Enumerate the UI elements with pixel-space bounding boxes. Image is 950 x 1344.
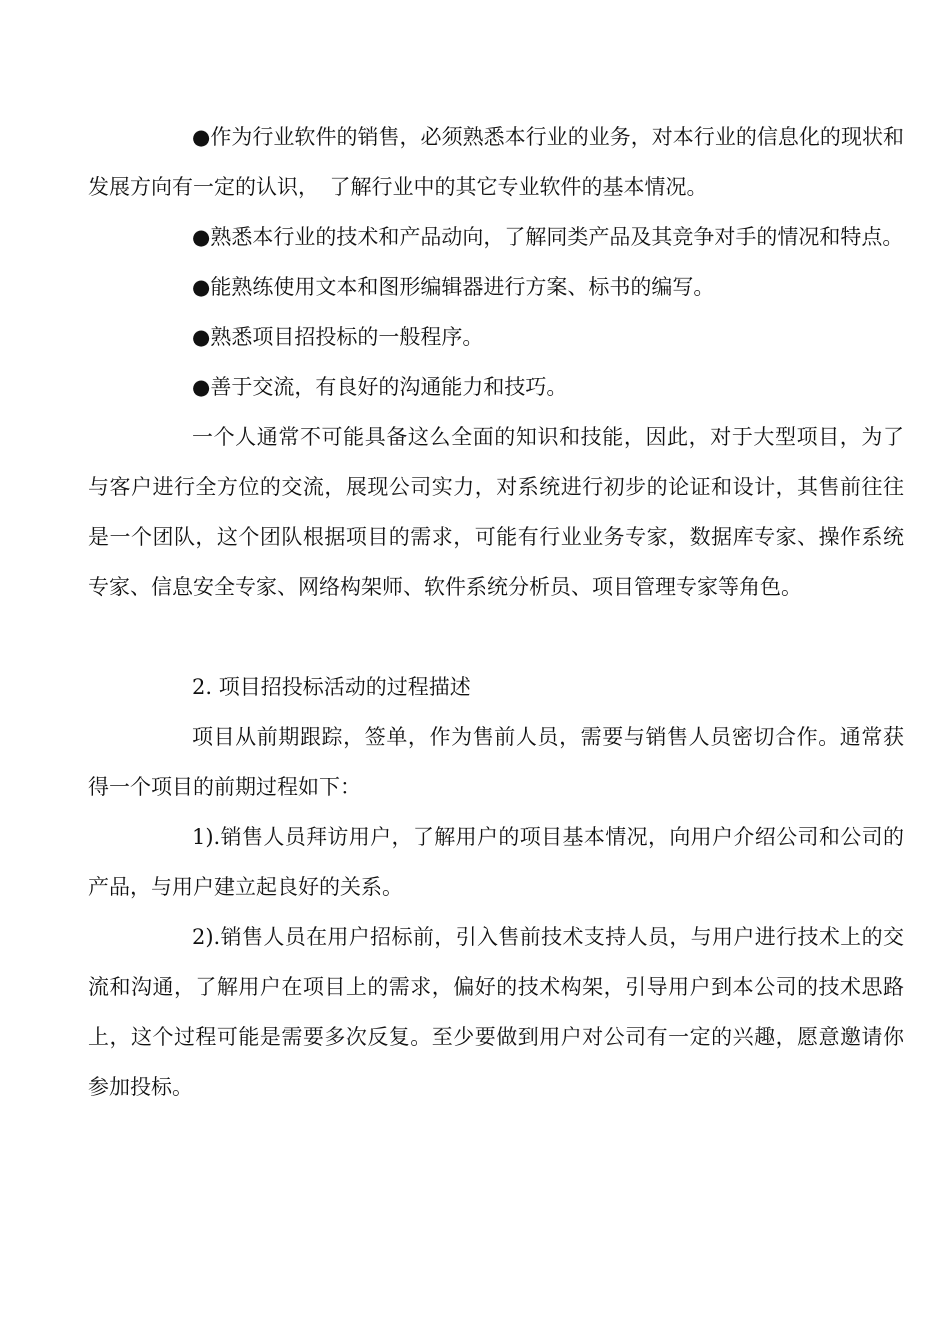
bullet-paragraph: ●熟悉项目招投标的一般程序。 bbox=[192, 325, 484, 349]
body-paragraph: 一个人通常不可能具备这么全面的知识和技能，因此，对于大型项目，为了与客户进行全方位的交流，展现公司实力，对系统进行初步的论证和设计，其售前往往是一个团队，这个团队根据项目的需求，可能有行业业务专家，数据库专家、操作系统专家、信息安全专家、网络构架师、软件系统分析员、项目管理专家等角色。 bbox=[88, 425, 904, 599]
body-paragraph: 项目从前期跟踪，签单，作为售前人员，需要与销售人员密切合作。通常获得一个项目的前期过程如下： bbox=[88, 725, 904, 799]
bullet-paragraph: ●熟悉本行业的技术和产品动向，了解同类产品及其竞争对手的情况和特点。 bbox=[192, 225, 904, 249]
section-heading: 2. 项目招投标活动的过程描述 bbox=[192, 675, 471, 699]
bullet-paragraph: ●作为行业软件的销售，必须熟悉本行业的业务，对本行业的信息化的现状和发展方向有一定的认识， 了解行业中的其它专业软件的基本情况。 bbox=[88, 125, 904, 199]
bullet-paragraph: ●能熟练使用文本和图形编辑器进行方案、标书的编写。 bbox=[192, 275, 715, 299]
document-page bbox=[88, 112, 904, 1112]
bullet-paragraph: ●善于交流，有良好的沟通能力和技巧。 bbox=[192, 375, 568, 399]
paragraph-spacer bbox=[88, 612, 904, 662]
step-paragraph: 1).销售人员拜访用户，了解用户的项目基本情况，向用户介绍公司和公司的产品，与用户建立起良好的关系。 bbox=[88, 825, 904, 899]
step-paragraph: 2).销售人员在用户招标前，引入售前技术支持人员，与用户进行技术上的交流和沟通，了解用户在项目上的需求，偏好的技术构架，引导用户到本公司的技术思路上，这个过程可能是需要多次反复。至少要做到用户对公司有一定的兴趣，愿意邀请你参加投标。 bbox=[88, 925, 904, 1099]
